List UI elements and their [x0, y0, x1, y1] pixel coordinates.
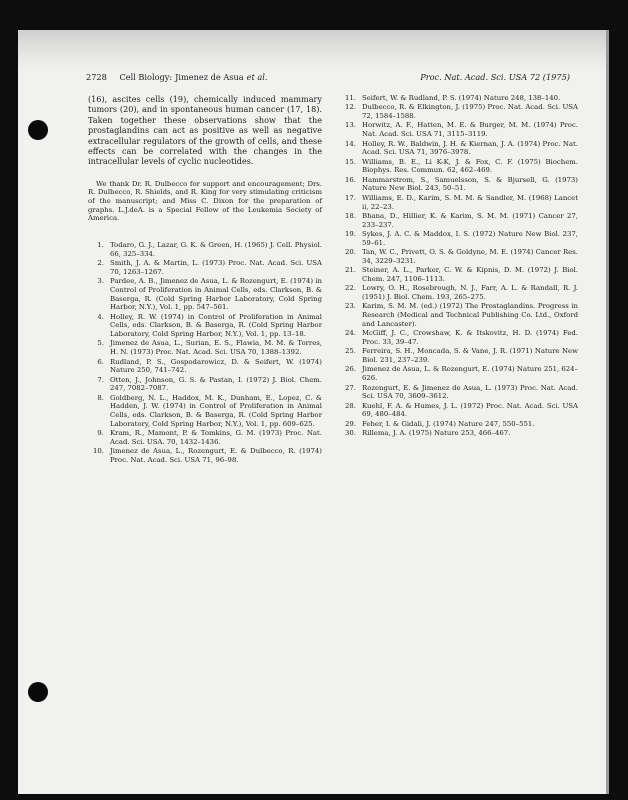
reference-text: Steiner, A. L., Parker, C. W. & Kipnis, D. M. (1972) J. Biol. Chem. 247, 1106–1113.: [362, 266, 578, 283]
reference-text: Sykes, J. A. C. & Maddox, I. S. (1972) Nature New Biol. 237, 59–61.: [362, 230, 578, 247]
reference-text: Rozengurt, E. & Jimenez de Asua, L. (1973) Proc. Nat. Acad. Sci. USA 70, 3609–3612.: [362, 383, 578, 401]
reference-text: Tan, W. C., Privett, O. S. & Goldyne, M. E. (1974) Cancer Res. 34, 3229–3231.: [362, 248, 578, 265]
reference-text: Ferreira, S. H., Moncada, S. & Vane, J. R. (1971) Nature New Biol. 231, 237–239.: [362, 347, 578, 365]
reference-item: [88, 447, 322, 465]
reference-item: [340, 329, 578, 347]
reference-number: 23.: [345, 302, 356, 311]
reference-item: [340, 347, 578, 365]
running-header: [86, 72, 570, 82]
reference-text: Kuehl, F. A. & Humes, J. L. (1972) Proc. Nat. Acad. Sci. USA 69, 480–484.: [362, 401, 578, 419]
reference-number: 30.: [345, 429, 356, 438]
reference-item: [88, 358, 322, 376]
reference-item: [340, 212, 578, 230]
reference-text: Williams, E. D., Karim, S. M. M. & Sandler, M. (1968) Lancet ii, 22–23.: [362, 193, 578, 211]
reference-number: 8.: [97, 393, 104, 402]
reference-number: 1.: [97, 240, 104, 249]
punch-hole: [28, 682, 48, 702]
reference-number: 7.: [97, 375, 104, 384]
reference-text: McGiff, J. C., Crowshaw, K. & Itskovitz, H. D. (1974) Fed. Proc. 33, 39–47.: [362, 329, 578, 346]
reference-item: [340, 194, 578, 212]
right-column: [340, 94, 578, 438]
scan-shadow: [18, 30, 606, 72]
reference-item: [340, 365, 578, 383]
reference-list-left: [88, 241, 322, 465]
body-paragraph: (16), ascites cells (19), chemically induced mammary tumors (20), and in spontaneous human cancer (17, 18). Taken together these observations show that the prostaglandins can act as positive as well as negative extracellular regulators of the growth of cells, and these effects can be correlated with the changes in the intracellular levels of cyclic nucleotides.: [88, 94, 322, 167]
reference-list-right: [340, 94, 578, 438]
reference-number: 14.: [345, 139, 356, 148]
reference-text: Goldberg, N. L., Haddox, M. K., Dunham, E., Lopez, C. & Hadden, J. W. (1974) in Control of Proliferation in Animal Cells, eds. Clarkson, B. & Baserga, R. (Cold Spring Harbor Laboratory, Cold Spring Harbor, N.Y.), Vol. 1, pp. 609–625.: [110, 393, 322, 428]
reference-number: 4.: [97, 312, 104, 321]
reference-item: [88, 376, 322, 394]
reference-item: [340, 248, 578, 266]
reference-number: 16.: [345, 175, 356, 184]
reference-number: 20.: [345, 248, 356, 257]
reference-number: 13.: [345, 121, 356, 130]
reference-item: [340, 230, 578, 248]
reference-item: [88, 429, 322, 447]
reference-text: Otten, J., Johnson, G. S. & Pastan, I. (1972) J. Biol. Chem. 247, 7082–7087.: [110, 375, 322, 393]
reference-item: [340, 420, 578, 429]
reference-text: Holley, R. W. (1974) in Control of Proliferation in Animal Cells, eds. Clarkson, B. & Baserga, R. (Cold Spring Harbor Laboratory, Cold Spring Harbor, N.Y.), Vol. 1, pp. 13–18.: [110, 312, 322, 339]
punch-hole: [28, 120, 48, 140]
reference-text: Todaro, G. J., Lazar, G. K. & Green, H. (1965) J. Cell. Physiol. 66, 325–334.: [110, 240, 322, 258]
reference-item: [340, 284, 578, 302]
reference-number: 21.: [345, 266, 356, 275]
reference-item: [88, 277, 322, 312]
reference-text: Rillema, J. A. (1975) Nature 253, 466–467.: [362, 429, 511, 438]
reference-number: 27.: [345, 383, 356, 392]
acknowledgement: We thank Dr. R. Dulbecco for support and encouragement; Drs. R. Dulbecco, R. Shields, and R. King for very stimulating criticism of the manuscript; and Miss C. Dixon for the preparation of graphs. L.J.deA. is a Special Fellow of the Leukemia Society of America.: [88, 179, 322, 223]
reference-number: 26.: [345, 365, 356, 374]
reference-item: [340, 140, 578, 158]
reference-text: Jimenez de Asua, L. & Rozengurt, E. (1974) Nature 251, 624–626.: [362, 365, 578, 383]
reference-text: Smith, J. A. & Martin, L. (1973) Proc. Nat. Acad. Sci. USA 70, 1263–1267.: [110, 258, 322, 276]
reference-text: Horwitz, A. F., Hatten, M. E. & Burger, M. M. (1974) Proc. Nat. Acad. Sci. USA 71, 3115–3119.: [362, 121, 578, 139]
reference-number: 18.: [345, 211, 356, 220]
reference-number: 12.: [345, 103, 356, 112]
reference-text: Bhana, D., Hillier, K. & Karim, S. M. M. (1971) Cancer 27, 233–237.: [362, 211, 578, 229]
reference-number: 19.: [345, 230, 356, 238]
reference-number: 28.: [345, 401, 356, 410]
reference-item: [88, 394, 322, 429]
reference-text: Seifert, W. & Rudland, P. S. (1974) Nature 248, 138–140.: [362, 94, 561, 102]
reference-text: Williams, B. E., Li K-K, J. & Fox, C. F. (1975) Biochem. Biophys. Res. Commun. 62, 462–469.: [362, 157, 578, 175]
reference-number: 17.: [345, 193, 356, 202]
reference-item: [340, 302, 578, 328]
reference-number: 6.: [97, 357, 104, 366]
reference-text: Rudland, P. S., Gospodarowicz, D. & Seifert, W. (1974) Nature 250, 741–742.: [110, 357, 322, 375]
reference-number: 22.: [345, 284, 356, 293]
reference-number: 15.: [345, 157, 356, 166]
reference-item: [88, 241, 322, 259]
reference-item: [88, 259, 322, 277]
reference-number: 5.: [97, 339, 104, 348]
reference-text: Holley, R. W., Baldwin, J. H. & Kiernan, J. A. (1974) Proc. Nat. Acad. Sci. USA 71, 3976–3978.: [362, 139, 578, 157]
reference-text: Pardee, A. B., Jimenez de Asua, L. & Rozengurt, E. (1974) in Control of Proliferation in Animal Cells, eds. Clarkson, B. & Baserga, R. (Cold Spring Harbor Laboratory, Cold Spring Harbor, N.Y.), Vol. 1, pp. 547–561.: [110, 277, 322, 312]
reference-text: Lowry, O. H., Rosebrough, N. J., Farr, A. L. & Randall, R. J. (1951) J. Biol. Chem. 193, 265–275.: [362, 284, 578, 302]
reference-item: [340, 158, 578, 176]
reference-number: 3.: [97, 277, 104, 285]
reference-item: [340, 103, 578, 121]
journal-name: Proc. Nat. Acad. Sci. USA 72 (1975): [420, 72, 570, 82]
reference-text: Jimenez de Asua, L., Surian, E. S., Flawia, M. M. & Torres, H. N. (1973) Proc. Nat. Acad. Sci. USA 70, 1388–1392.: [110, 339, 322, 357]
et-al: et al.: [246, 72, 268, 82]
reference-text: Hammarstrom, S., Samuelsson, S. & Bjursell, G. (1973) Nature New Biol. 243, 50–51.: [362, 175, 578, 193]
left-column: [88, 94, 322, 466]
reference-text: Jimenez de Asua, L., Rozengurt, E. & Dulbecco, R. (1974) Proc. Nat. Acad. Sci. USA 71, 96–98.: [110, 447, 322, 465]
header-left: [86, 72, 278, 82]
reference-number: 25.: [345, 347, 356, 356]
reference-item: [88, 313, 322, 339]
page-number: 2728: [86, 72, 107, 82]
reference-number: 2.: [97, 258, 104, 267]
reference-text: Kram, R., Mamont, P. & Tomkins, G. M. (1973) Proc. Nat. Acad. Sci. USA. 70, 1432–1436.: [110, 429, 322, 447]
reference-item: [340, 176, 578, 194]
reference-text: Karim, S. M. M. (ed.) (1972) The Prostaglandins. Progress in Research (Medical and Technical Publishing Co. Ltd., Oxford and Lancaster).: [362, 302, 578, 328]
reference-number: 9.: [97, 429, 104, 438]
reference-number: 10.: [93, 447, 104, 456]
section-label: [119, 72, 267, 82]
journal-citation: [420, 72, 570, 82]
scanned-page: [18, 30, 609, 794]
reference-item: [340, 384, 578, 402]
reference-item: [88, 339, 322, 357]
reference-item: [340, 429, 578, 438]
reference-item: [340, 94, 578, 103]
section-name: Cell Biology:: [119, 72, 173, 82]
reference-number: 24.: [345, 329, 356, 338]
reference-number: 11.: [345, 94, 356, 102]
reference-item: [340, 121, 578, 139]
reference-item: [340, 402, 578, 420]
author-name: Jimenez de Asua: [175, 72, 244, 82]
reference-text: Dulbecco, R. & Elkington, J. (1975) Proc. Nat. Acad. Sci. USA 72, 1584–1588.: [362, 103, 578, 121]
reference-number: 29.: [345, 419, 356, 428]
reference-item: [340, 266, 578, 284]
reference-text: Feher, I. & Gidali, J. (1974) Nature 247, 550–551.: [362, 419, 535, 428]
